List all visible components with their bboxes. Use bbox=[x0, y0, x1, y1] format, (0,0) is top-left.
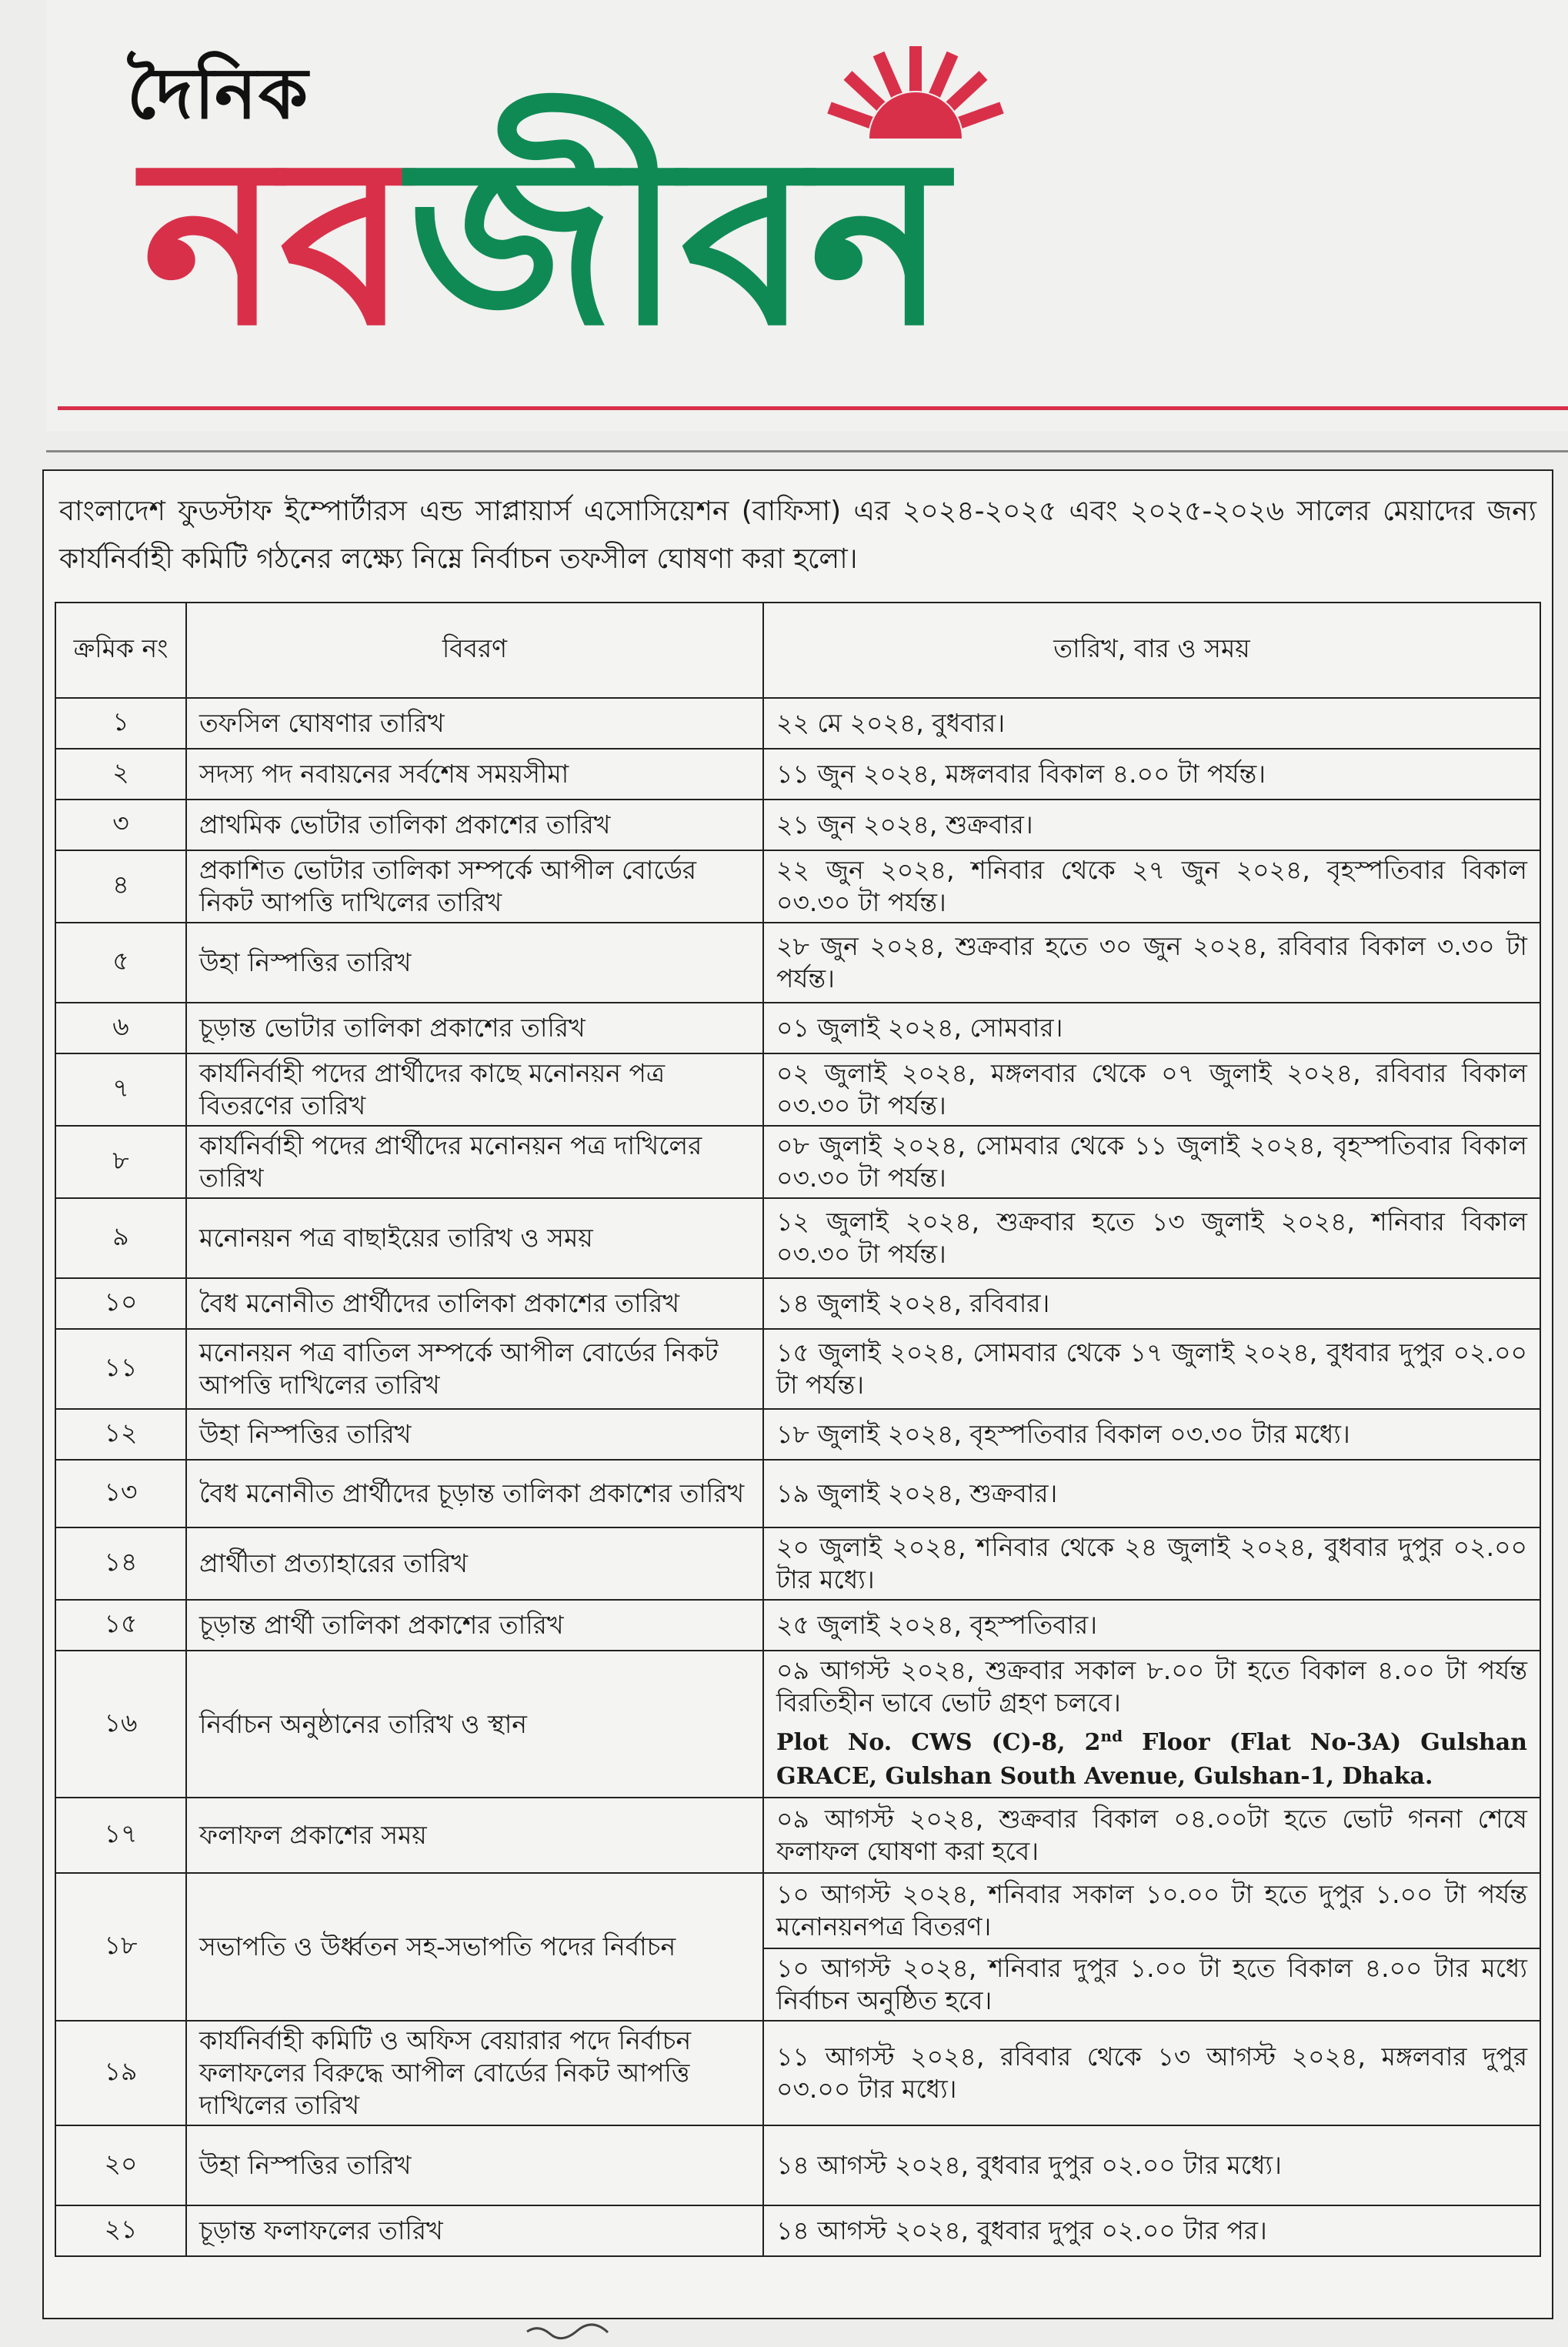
row-description: ফলাফল প্রকাশের সময় bbox=[186, 1798, 763, 1873]
row-date-text: ২২ জুন ২০২৪, শনিবার থেকে ২৭ জুন ২০২৪, বৃহস্পতিবার বিকাল ০৩.৩০ টা পর্যন্ত। bbox=[776, 855, 1527, 917]
table-row bbox=[55, 2125, 1540, 2205]
row-date bbox=[763, 1460, 1540, 1527]
row-serial: ১ bbox=[55, 698, 186, 749]
masthead-prefix: দৈনিক bbox=[127, 52, 310, 135]
row-date bbox=[763, 1798, 1540, 1873]
row-date bbox=[763, 1278, 1540, 1329]
page-rule bbox=[46, 450, 1568, 452]
row-date-text: ১০ আগস্ট ২০২৪, শনিবার সকাল ১০.০০ টা হতে দুপুর ১.০০ টা পর্যন্ত মনোনয়নপত্র বিতরণ। bbox=[776, 1879, 1527, 1941]
row-date bbox=[763, 800, 1540, 850]
row-serial: ৯ bbox=[55, 1198, 186, 1278]
table-row bbox=[55, 1873, 1540, 1948]
table-row bbox=[55, 923, 1540, 1003]
row-date-text: ০৯ আগস্ট ২০২৪, শুক্রবার বিকাল ০৪.০০টা হতে ভোট গননা শেষে ফলাফল ঘোষণা করা হবে। bbox=[776, 1804, 1527, 1866]
row-serial: ১২ bbox=[55, 1409, 186, 1460]
row-date bbox=[763, 1053, 1540, 1126]
row-serial: ১৬ bbox=[55, 1651, 186, 1798]
table-row bbox=[55, 850, 1540, 923]
row-date-text: ০৯ আগস্ট ২০২৪, শুক্রবার সকাল ৮.০০ টা হতে বিকাল ৪.০০ টা পর্যন্ত বিরতিহীন ভাবে ভোট গ্রহণ চলবে। bbox=[776, 1655, 1527, 1718]
row-date bbox=[763, 1003, 1540, 1053]
row-date bbox=[763, 1198, 1540, 1278]
row-description: প্রার্থীতা প্রত্যাহারের তারিখ bbox=[186, 1527, 763, 1600]
row-serial: ৭ bbox=[55, 1053, 186, 1126]
ink-mark bbox=[523, 2320, 616, 2343]
row-date-text: ১১ জুন ২০২৪, মঙ্গলবার বিকাল ৪.০০ টা পর্যন্ত। bbox=[776, 759, 1266, 789]
row-description: মনোনয়ন পত্র বাতিল সম্পর্কে আপীল বোর্ডের নিকট আপত্তি দাখিলের তারিখ bbox=[186, 1329, 763, 1409]
row-date bbox=[763, 1329, 1540, 1409]
row-serial: ১৫ bbox=[55, 1600, 186, 1651]
table-row bbox=[55, 2021, 1540, 2125]
row-description: চূড়ান্ত ভোটার তালিকা প্রকাশের তারিখ bbox=[186, 1003, 763, 1053]
row-serial: ১৪ bbox=[55, 1527, 186, 1600]
row-date bbox=[763, 1126, 1540, 1198]
row-date-text: ০১ জুলাই ২০২৪, সোমবার। bbox=[776, 1013, 1063, 1043]
header-description: বিবরণ bbox=[186, 603, 763, 698]
row-description: উহা নিস্পত্তির তারিখ bbox=[186, 923, 763, 1003]
schedule-table bbox=[55, 602, 1541, 2257]
row-date-secondary: ১০ আগস্ট ২০২৪, শনিবার দুপুর ১.০০ টা হতে বিকাল ৪.০০ টার মধ্যে নির্বাচন অনুষ্ঠিত হবে। bbox=[763, 1948, 1540, 2021]
row-date bbox=[763, 923, 1540, 1003]
row-address: Plot No. CWS (C)-8, 2nd Floor (Flat No-3A) Gulshan GRACE, Gulshan South Avenue, Gulshan-1, Dhaka. bbox=[776, 1727, 1527, 1790]
masthead-rule bbox=[58, 406, 1568, 410]
table-row bbox=[55, 1651, 1540, 1798]
row-serial: ২০ bbox=[55, 2125, 186, 2205]
row-date-text: ২০ জুলাই ২০২৪, শনিবার থেকে ২৪ জুলাই ২০২৪, বুধবার দুপুর ০২.০০ টার মধ্যে। bbox=[776, 1532, 1527, 1594]
row-date bbox=[763, 2205, 1540, 2256]
row-serial: ৩ bbox=[55, 800, 186, 850]
table-row bbox=[55, 2205, 1540, 2256]
row-date-text: ১৪ আগস্ট ২০২৪, বুধবার দুপুর ০২.০০ টার মধ্যে। bbox=[776, 2150, 1282, 2180]
table-row bbox=[55, 1198, 1540, 1278]
table-row bbox=[55, 1460, 1540, 1527]
row-date-text: ১৪ আগস্ট ২০২৪, বুধবার দুপুর ০২.০০ টার পর। bbox=[776, 2215, 1267, 2245]
row-date-text: ১৯ জুলাই ২০২৪, শুক্রবার। bbox=[776, 1478, 1058, 1508]
row-description: প্রকাশিত ভোটার তালিকা সম্পর্কে আপীল বোর্ডের নিকট আপত্তি দাখিলের তারিখ bbox=[186, 850, 763, 923]
row-date-text: ১১ আগস্ট ২০২৪, রবিবার থেকে ১৩ আগস্ট ২০২৪, মঙ্গলবার দুপুর ০৩.০০ টার মধ্যে। bbox=[776, 2042, 1527, 2104]
table-row bbox=[55, 1409, 1540, 1460]
row-description: সদস্য পদ নবায়নের সর্বশেষ সময়সীমা bbox=[186, 749, 763, 800]
table-row bbox=[55, 1527, 1540, 1600]
table-row bbox=[55, 800, 1540, 850]
row-date bbox=[763, 1651, 1540, 1798]
masthead-title-part2: জীবন bbox=[409, 108, 948, 376]
row-description: উহা নিস্পত্তির তারিখ bbox=[186, 2125, 763, 2205]
masthead-title-part1: নব bbox=[142, 108, 409, 376]
row-serial: ৪ bbox=[55, 850, 186, 923]
row-date bbox=[763, 2021, 1540, 2125]
row-date-text: ১৮ জুলাই ২০২৪, বৃহস্পতিবার বিকাল ০৩.৩০ টার মধ্যে। bbox=[776, 1419, 1350, 1449]
election-notice bbox=[42, 469, 1553, 2319]
row-date bbox=[763, 850, 1540, 923]
row-description: কার্যনির্বাহী পদের প্রার্থীদের কাছে মনোনয়ন পত্র বিতরণের তারিখ bbox=[186, 1053, 763, 1126]
row-description: চূড়ান্ত প্রার্থী তালিকা প্রকাশের তারিখ bbox=[186, 1600, 763, 1651]
row-serial: ১৩ bbox=[55, 1460, 186, 1527]
row-serial: ২১ bbox=[55, 2205, 186, 2256]
row-description: চূড়ান্ত ফলাফলের তারিখ bbox=[186, 2205, 763, 2256]
row-serial: ১০ bbox=[55, 1278, 186, 1329]
row-description: প্রাথমিক ভোটার তালিকা প্রকাশের তারিখ bbox=[186, 800, 763, 850]
row-date bbox=[763, 1600, 1540, 1651]
row-date-text: ০৮ জুলাই ২০২৪, সোমবার থেকে ১১ জুলাই ২০২৪, বৃহস্পতিবার বিকাল ০৩.৩০ টা পর্যন্ত। bbox=[776, 1130, 1527, 1193]
row-serial: ১১ bbox=[55, 1329, 186, 1409]
table-row bbox=[55, 1278, 1540, 1329]
table-row bbox=[55, 1053, 1540, 1126]
table-row bbox=[55, 1329, 1540, 1409]
header-serial: ক্রমিক নং bbox=[55, 603, 186, 698]
row-description: উহা নিস্পত্তির তারিখ bbox=[186, 1409, 763, 1460]
table-row bbox=[55, 1600, 1540, 1651]
row-date bbox=[763, 749, 1540, 800]
header-date: তারিখ, বার ও সময় bbox=[763, 603, 1540, 698]
row-description: সভাপতি ও উর্ধ্বতন সহ-সভাপতি পদের নির্বাচন bbox=[186, 1873, 763, 2021]
row-serial: ৬ bbox=[55, 1003, 186, 1053]
row-date-text: ১২ জুলাই ২০২৪, শুক্রবার হতে ১৩ জুলাই ২০২৪, শনিবার বিকাল ০৩.৩০ টা পর্যন্ত। bbox=[776, 1207, 1527, 1269]
row-date-text: ১৪ জুলাই ২০২৪, রবিবার। bbox=[776, 1288, 1050, 1318]
row-date bbox=[763, 1409, 1540, 1460]
row-description: বৈধ মনোনীত প্রার্থীদের চূড়ান্ত তালিকা প্রকাশের তারিখ bbox=[186, 1460, 763, 1527]
row-date-text: ২৮ জুন ২০২৪, শুক্রবার হতে ৩০ জুন ২০২৪, রবিবার বিকাল ৩.৩০ টা পর্যন্ত। bbox=[776, 931, 1527, 993]
table-row bbox=[55, 698, 1540, 749]
row-description: কার্যনির্বাহী পদের প্রার্থীদের মনোনয়ন পত্র দাখিলের তারিখ bbox=[186, 1126, 763, 1198]
row-serial: ৮ bbox=[55, 1126, 186, 1198]
row-date bbox=[763, 1527, 1540, 1600]
row-date bbox=[763, 698, 1540, 749]
row-date bbox=[763, 2125, 1540, 2205]
row-description: বৈধ মনোনীত প্রার্থীদের তালিকা প্রকাশের তারিখ bbox=[186, 1278, 763, 1329]
table-row bbox=[55, 749, 1540, 800]
row-date-text: ০২ জুলাই ২০২৪, মঙ্গলবার থেকে ০৭ জুলাই ২০২৪, রবিবার বিকাল ০৩.৩০ টা পর্যন্ত। bbox=[776, 1058, 1527, 1120]
row-date-text: ২২ মে ২০২৪, বুধবার। bbox=[776, 708, 1006, 738]
row-description: নির্বাচন অনুষ্ঠানের তারিখ ও স্থান bbox=[186, 1651, 763, 1798]
row-serial: ৫ bbox=[55, 923, 186, 1003]
row-date-text: ২১ জুন ২০২৪, শুক্রবার। bbox=[776, 810, 1033, 840]
row-serial: ১৯ bbox=[55, 2021, 186, 2125]
row-date bbox=[763, 1873, 1540, 1948]
row-description: কার্যনির্বাহী কমিটি ও অফিস বেয়ারার পদে নির্বাচন ফলাফলের বিরুদ্ধে আপীল বোর্ডের নিকট আপত্তি দাখিলের তারিখ bbox=[186, 2021, 763, 2125]
row-date-text: ২৫ জুলাই ২০২৪, বৃহস্পতিবার। bbox=[776, 1610, 1098, 1640]
row-serial: ২ bbox=[55, 749, 186, 800]
masthead bbox=[46, 0, 1568, 431]
row-date-text: ১৫ জুলাই ২০২৪, সোমবার থেকে ১৭ জুলাই ২০২৪, বুধবার দুপুর ০২.০০ টা পর্যন্ত। bbox=[776, 1337, 1527, 1400]
masthead-title bbox=[142, 108, 948, 376]
table-row bbox=[55, 1126, 1540, 1198]
row-description: মনোনয়ন পত্র বাছাইয়ের তারিখ ও সময় bbox=[186, 1198, 763, 1278]
row-description: তফসিল ঘোষণার তারিখ bbox=[186, 698, 763, 749]
notice-intro: বাংলাদেশ ফুডস্টাফ ইম্পোর্টারস এন্ড সাপ্লায়ার্স এসোসিয়েশন (বাফিসা) এর ২০২৪-২০২৫ এবং ২০২৫-২০২৬ সালের মেয়াদের জন্য কার্যনির্বাহী কমিটি গঠনের লক্ষ্যে নিম্নে নির্বাচন তফসীল ঘোষণা করা হলো। bbox=[59, 496, 1536, 575]
row-serial: ১৮ bbox=[55, 1873, 186, 2021]
table-header-row bbox=[55, 603, 1540, 698]
table-row bbox=[55, 1798, 1540, 1873]
table-row bbox=[55, 1003, 1540, 1053]
row-serial: ১৭ bbox=[55, 1798, 186, 1873]
